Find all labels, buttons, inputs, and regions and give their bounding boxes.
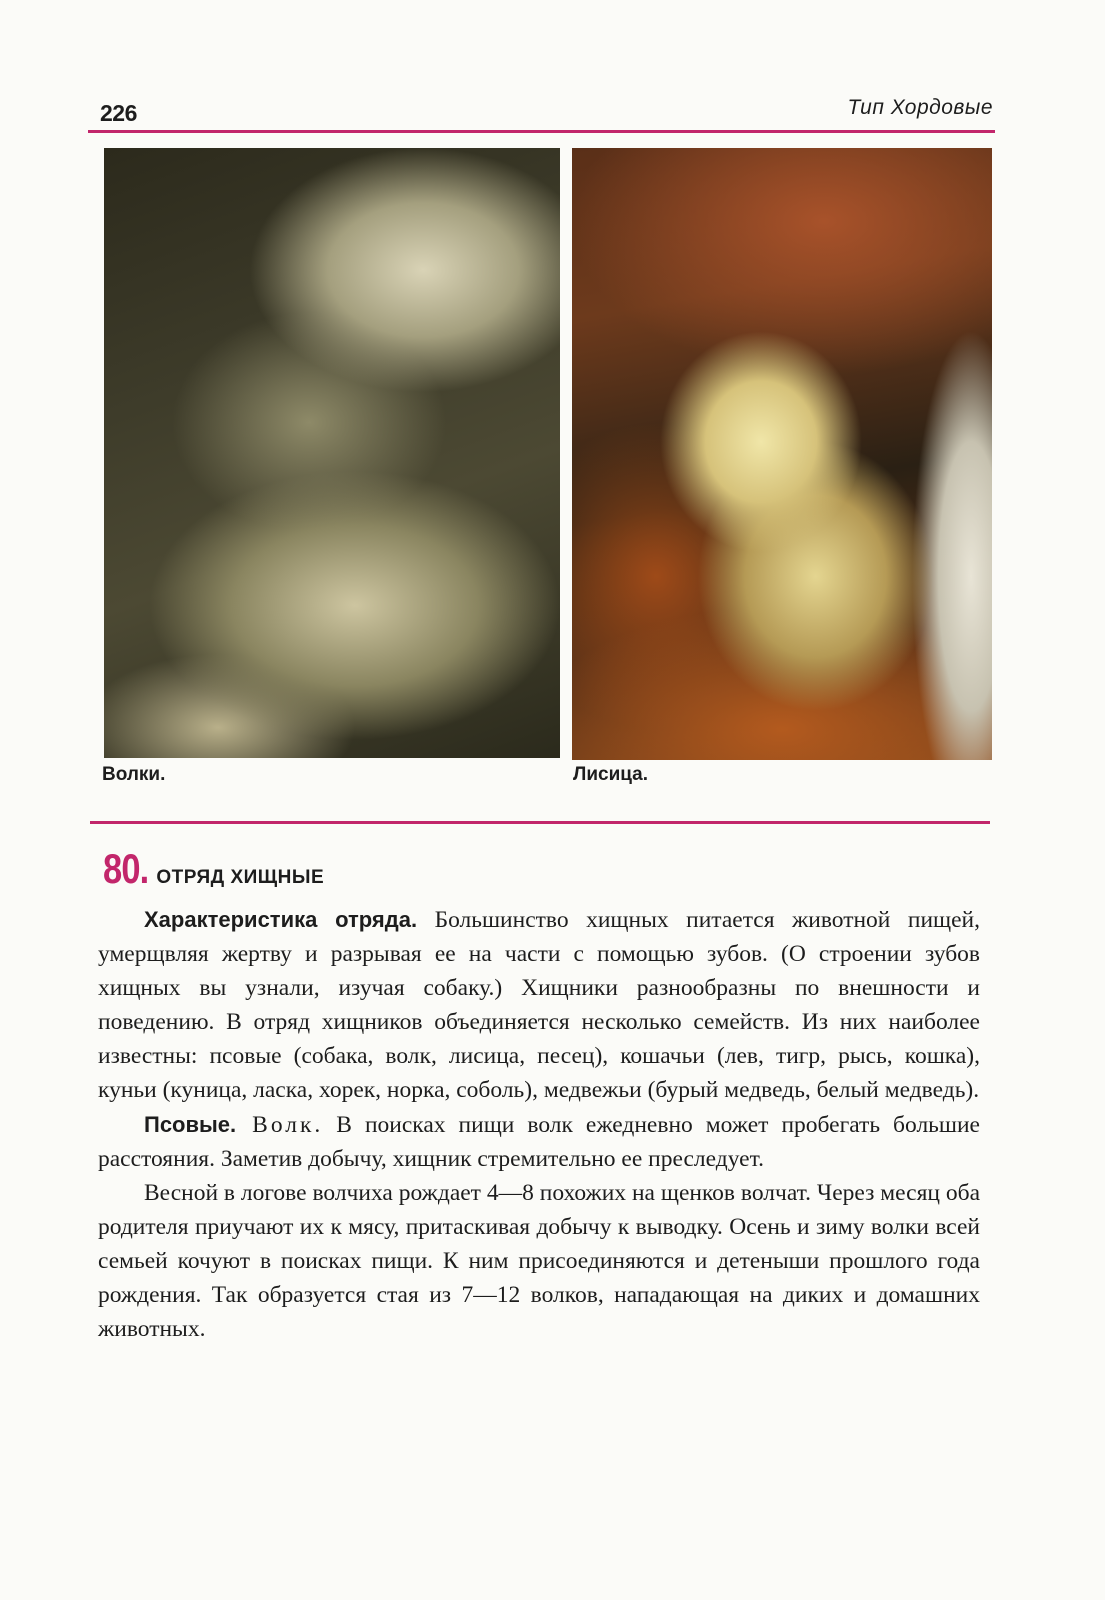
running-head: Тип Хордовые [847,96,993,119]
page-number: 226 [100,100,137,126]
wolves-photo [104,148,560,758]
runin-heading: Псовые. [144,1111,237,1137]
body-text [98,903,980,1346]
paragraph-text: Весной в логове волчиха рождает 4—8 похожих на щенков волчат. Через месяц оба родителя приучают их к мясу, притаскивая добычу к выводку. Осень и зиму волки всей семьей кочуют в поисках пищи. К ним присоединяются и детеныши прошлого года рождения. Так образуется стая из 7—12 волков, нападающая на диких и домашних животных. [98,1179,980,1343]
fox-photo [572,148,992,760]
section-heading [103,845,324,893]
spaced-term: Волк. [236,1111,324,1138]
figure-rule [90,821,990,824]
wolves-caption: Волки. [102,764,166,785]
paragraph-canids [98,1108,980,1176]
section-title: ОТРЯД ХИЩНЫЕ [156,867,325,888]
paragraph-wolf-breeding [98,1176,980,1346]
paragraph-text: В поисках пищи волк ежедневно может пробегать большие расстояния. Заметив добычу, хищник стремительно ее преследует. [98,1111,980,1172]
fox-caption: Лисица. [573,764,649,785]
paragraph-text: Большинство хищных питается животной пищей, умерщвляя жертву и разрывая ее на части с помощью зубов. (О строении зубов хищных вы узнали, изучая собаку.) Хищники разнообразны по внешности и поведению. В отряд хищников объединяется несколько семейств. Из них наиболее известны: псовые (собака, волк, лисица, песец), кошачьи (лев, тигр, рысь, кошка), куньи (куница, ласка, хорек, норка, соболь), медвежьи (бурый медведь, белый медведь). [98,907,981,1104]
runin-heading: Характеристика отряда. [144,907,418,932]
header-rule [88,130,995,133]
section-number: 80. [103,845,149,892]
paragraph-characteristics [98,903,980,1108]
